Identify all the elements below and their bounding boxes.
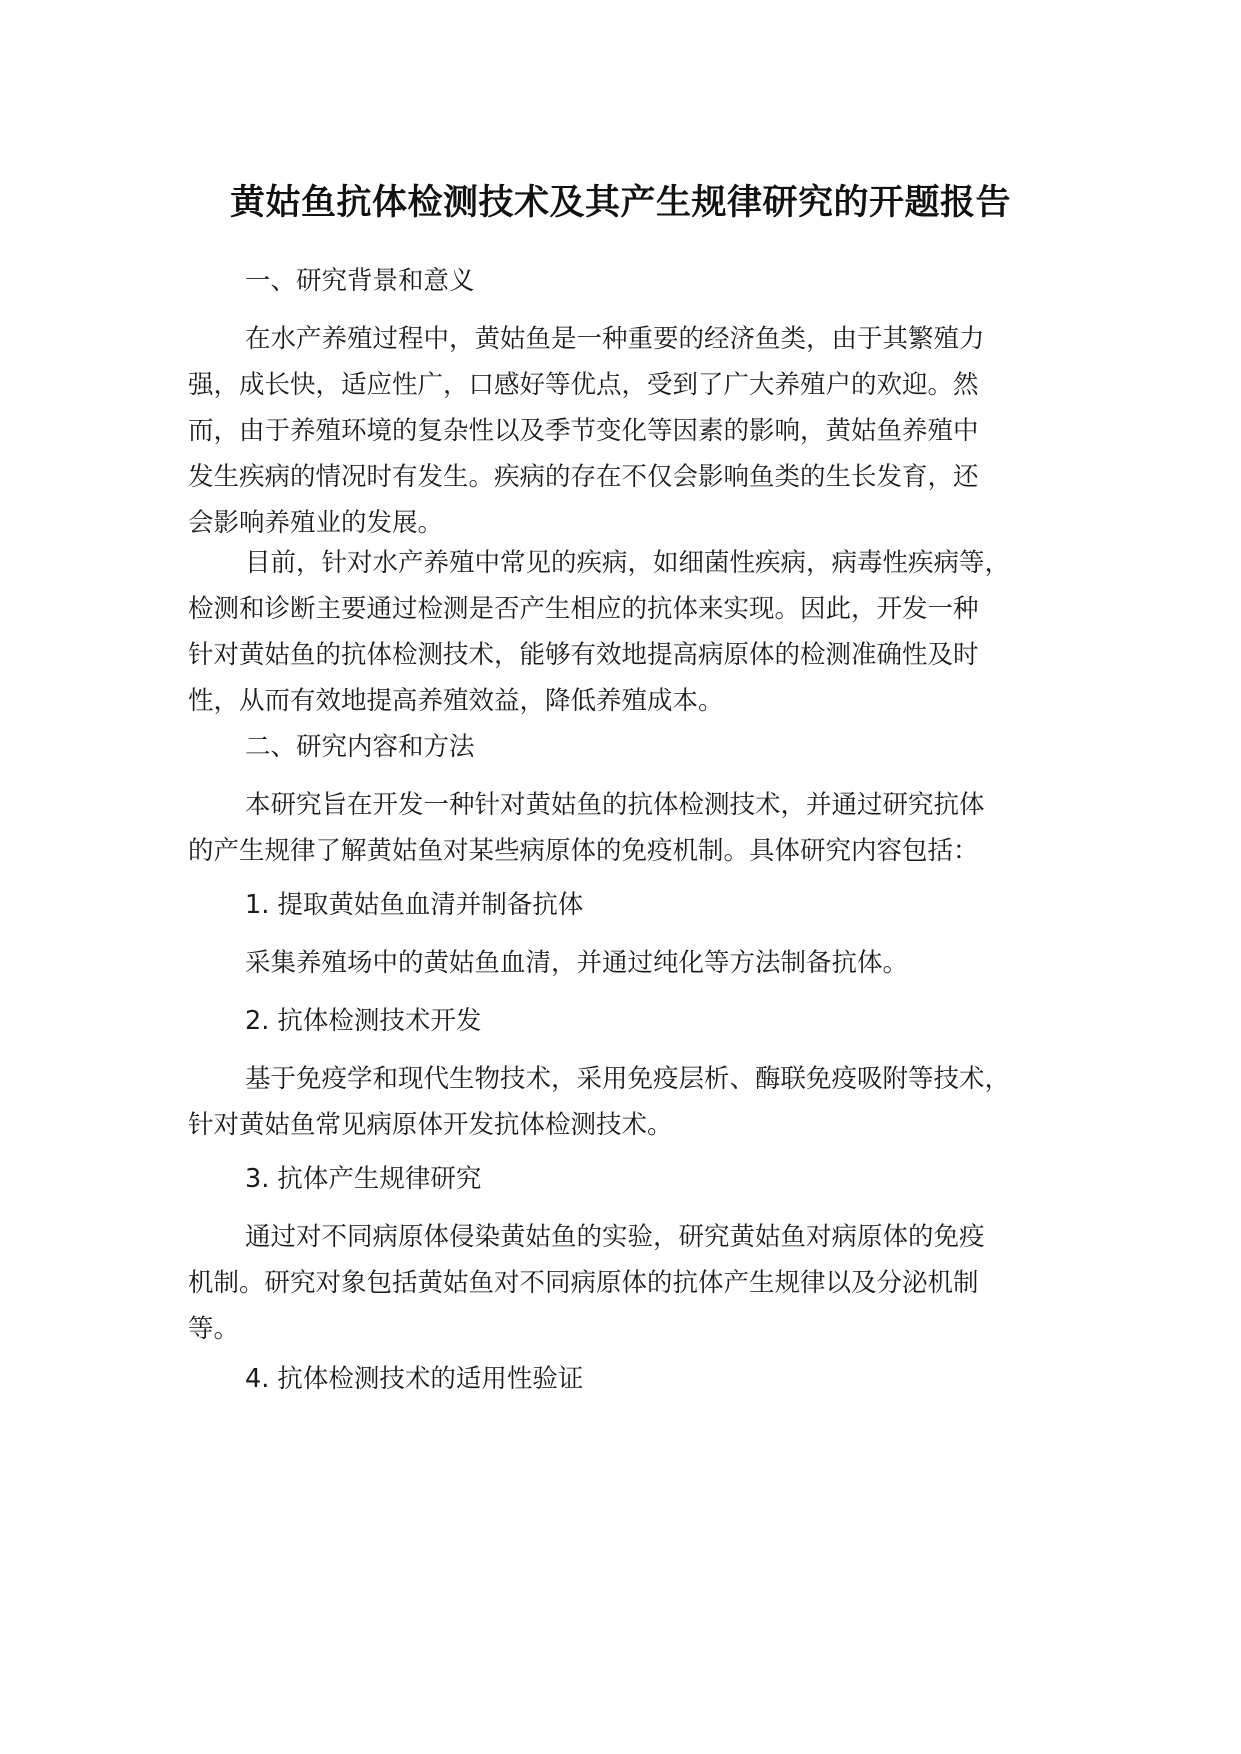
section-heading-background xyxy=(188,258,1078,304)
paragraph-research-aim xyxy=(188,782,1078,874)
section-heading-content-methods xyxy=(188,724,1078,770)
paragraph-line: 在水产养殖过程中，黄姑鱼是一种重要的经济鱼类，由于其繁殖力 xyxy=(245,324,985,354)
item-2-text xyxy=(188,1056,1078,1148)
paragraph-background xyxy=(188,316,1078,546)
item-heading-text: 2. 抗体检测技术开发 xyxy=(245,1006,482,1036)
paragraph-current-methods xyxy=(188,540,1078,724)
paragraph-line: 针对黄姑鱼的抗体检测技术，能够有效地提高病原体的检测准确性及时 xyxy=(188,640,979,670)
paragraph-line: 发生疾病的情况时有发生。疾病的存在不仅会影响鱼类的生长发育，还 xyxy=(188,462,979,492)
heading-text: 一、研究背景和意义 xyxy=(245,266,475,296)
item-heading-text: 4. 抗体检测技术的适用性验证 xyxy=(245,1364,584,1394)
paragraph-line: 基于免疫学和现代生物技术，采用免疫层析、酶联免疫吸附等技术， xyxy=(245,1064,1011,1094)
paragraph-line: 强，成长快，适应性广，口感好等优点，受到了广大养殖户的欢迎。然 xyxy=(188,370,979,400)
paragraph-line: 通过对不同病原体侵染黄姑鱼的实验，研究黄姑鱼对病原体的免疫 xyxy=(245,1222,985,1252)
paragraph-line: 采集养殖场中的黄姑鱼血清，并通过纯化等方法制备抗体。 xyxy=(245,948,909,978)
paragraph-line: 而，由于养殖环境的复杂性以及季节变化等因素的影响，黄姑鱼养殖中 xyxy=(188,416,979,446)
paragraph-line: 性，从而有效地提高养殖效益，降低养殖成本。 xyxy=(188,686,724,716)
item-heading-text: 1. 提取黄姑鱼血清并制备抗体 xyxy=(245,890,584,920)
paragraph-line: 机制。研究对象包括黄姑鱼对不同病原体的抗体产生规律以及分泌机制 xyxy=(188,1268,979,1298)
item-3-heading xyxy=(188,1156,1078,1202)
item-heading-text: 3. 抗体产生规律研究 xyxy=(245,1164,482,1194)
item-2-heading xyxy=(188,998,1078,1044)
paragraph-line: 本研究旨在开发一种针对黄姑鱼的抗体检测技术，并通过研究抗体 xyxy=(245,790,985,820)
paragraph-line: 的产生规律了解黄姑鱼对某些病原体的免疫机制。具体研究内容包括： xyxy=(188,836,979,866)
item-1-text xyxy=(188,940,1078,986)
paragraph-line: 目前，针对水产养殖中常见的疾病，如细菌性疾病，病毒性疾病等， xyxy=(245,548,1011,578)
heading-text: 二、研究内容和方法 xyxy=(245,732,475,762)
item-1-heading xyxy=(188,882,1078,928)
document-title: 黄姑鱼抗体检测技术及其产生规律研究的开题报告 xyxy=(229,183,1011,223)
item-4-heading xyxy=(188,1356,1078,1402)
paragraph-line: 检测和诊断主要通过检测是否产生相应的抗体来实现。因此，开发一种 xyxy=(188,594,979,624)
paragraph-line: 针对黄姑鱼常见病原体开发抗体检测技术。 xyxy=(188,1110,673,1140)
item-3-text xyxy=(188,1214,1078,1352)
paragraph-line: 等。 xyxy=(188,1314,240,1344)
paragraph-line: 会影响养殖业的发展。 xyxy=(188,508,444,538)
